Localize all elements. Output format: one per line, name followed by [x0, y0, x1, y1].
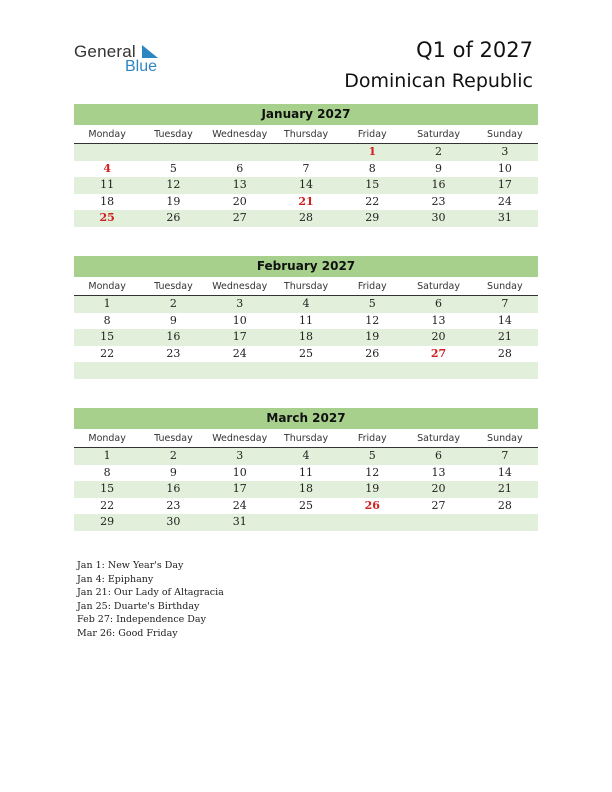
week-row [74, 465, 538, 482]
weekday-label: Sunday [487, 281, 523, 292]
day-cell: 25 [298, 346, 313, 360]
day-cell: 3 [236, 297, 244, 310]
day-cell: 19 [166, 194, 181, 208]
month-grid [74, 296, 538, 379]
day-cell: 21 [497, 330, 512, 343]
day-cell: 5 [368, 449, 376, 462]
weekday-label: Friday [357, 433, 387, 444]
weekday-label: Monday [88, 433, 126, 444]
empty-day-cell [207, 144, 273, 161]
day-cell: 30 [431, 211, 446, 224]
day-cell: 28 [298, 211, 313, 224]
day-cell: 13 [431, 465, 446, 479]
day-cell: 5 [169, 161, 177, 175]
day-cell: 15 [100, 330, 115, 343]
day-cell: 3 [236, 449, 244, 462]
week-row [74, 362, 538, 379]
weekday-label: Wednesday [212, 129, 268, 140]
day-cell: 2 [435, 145, 443, 158]
day-cell: 22 [100, 498, 115, 512]
empty-day-cell [74, 144, 140, 161]
weekday-label: Monday [88, 281, 126, 292]
empty-day-cell [472, 362, 538, 379]
day-cell: 11 [298, 465, 313, 479]
day-cell: 14 [497, 465, 512, 479]
holiday-item: Feb 27: Independence Day [77, 614, 206, 625]
month-title: February 2027 [74, 256, 538, 277]
weekday-label: Saturday [417, 129, 460, 140]
week-row [74, 161, 538, 178]
day-cell: 9 [435, 161, 443, 175]
day-cell: 26 [365, 346, 380, 360]
empty-day-cell [140, 144, 206, 161]
empty-day-cell [339, 514, 405, 531]
empty-day-cell [273, 144, 339, 161]
day-cell: 13 [431, 313, 446, 327]
logo-blue-text: Blue [125, 58, 158, 75]
holiday-item: Jan 1: New Year's Day [77, 560, 184, 571]
week-row [74, 210, 538, 227]
day-cell: 11 [100, 178, 115, 191]
weekday-label: Monday [88, 129, 126, 140]
week-row [74, 346, 538, 363]
day-cell: 6 [435, 297, 443, 310]
day-cell: 23 [431, 194, 446, 208]
day-cell: 31 [497, 211, 512, 224]
day-cell: 24 [232, 498, 247, 512]
day-cell: 16 [431, 178, 446, 191]
day-cell: 9 [169, 313, 177, 327]
weekday-label: Tuesday [154, 129, 193, 140]
day-cell: 22 [365, 194, 380, 208]
holiday-item: Jan 21: Our Lady of Altagracia [77, 587, 224, 598]
week-row [74, 448, 538, 465]
day-cell: 1 [103, 297, 111, 310]
day-cell: 29 [365, 211, 380, 224]
day-cell: 10 [497, 161, 512, 175]
day-cell: 26 [364, 498, 380, 512]
day-cell: 17 [232, 330, 247, 343]
week-row [74, 481, 538, 498]
day-cell: 28 [497, 498, 512, 512]
day-cell: 20 [431, 330, 446, 343]
day-cell: 26 [166, 211, 181, 224]
day-cell: 7 [302, 161, 310, 175]
day-cell: 18 [298, 330, 313, 343]
day-cell: 12 [365, 313, 380, 327]
day-cell: 12 [365, 465, 380, 479]
month-grid [74, 448, 538, 531]
logo [74, 42, 174, 76]
empty-day-cell [405, 514, 471, 531]
month-march [74, 408, 538, 531]
day-cell: 8 [103, 465, 111, 479]
month-title: January 2027 [74, 104, 538, 125]
day-cell: 4 [103, 161, 111, 175]
day-cell: 18 [100, 194, 115, 208]
day-cell: 9 [169, 465, 177, 479]
day-cell: 8 [103, 313, 111, 327]
empty-day-cell [339, 362, 405, 379]
day-cell: 17 [497, 178, 512, 191]
holiday-item: Jan 4: Epiphany [77, 573, 154, 585]
week-row [74, 177, 538, 194]
day-cell: 21 [497, 482, 512, 495]
week-row [74, 514, 538, 531]
day-cell: 10 [232, 465, 247, 479]
day-cell: 20 [232, 194, 247, 208]
day-cell: 3 [501, 145, 509, 158]
day-cell: 27 [232, 211, 247, 224]
day-cell: 28 [497, 346, 512, 360]
day-cell: 1 [368, 145, 377, 158]
day-cell: 23 [166, 346, 181, 360]
day-cell: 19 [365, 482, 380, 495]
weekday-label: Saturday [417, 281, 460, 292]
day-cell: 8 [368, 161, 376, 175]
day-cell: 1 [103, 449, 111, 462]
day-cell: 27 [430, 346, 447, 360]
day-cell: 2 [169, 297, 177, 310]
week-row [74, 296, 538, 313]
day-cell: 22 [100, 346, 115, 360]
day-cell: 7 [501, 297, 509, 310]
weekday-label: Friday [357, 281, 387, 292]
empty-day-cell [405, 362, 471, 379]
day-cell: 5 [368, 297, 376, 310]
day-cell: 23 [166, 498, 181, 512]
holiday-list [77, 559, 224, 640]
day-cell: 17 [232, 482, 247, 495]
day-cell: 6 [435, 449, 443, 462]
page-title: Q1 of 2027 [416, 38, 533, 62]
weekday-label: Wednesday [212, 433, 268, 444]
day-cell: 15 [100, 482, 115, 495]
weekday-label: Friday [357, 129, 387, 140]
empty-day-cell [74, 362, 140, 379]
empty-day-cell [472, 514, 538, 531]
month-february [74, 256, 538, 379]
day-cell: 15 [365, 178, 380, 191]
month-grid [74, 144, 538, 227]
weekday-header-row [74, 278, 538, 296]
weekday-label: Sunday [487, 433, 523, 444]
empty-day-cell [273, 362, 339, 379]
week-row [74, 313, 538, 330]
day-cell: 6 [236, 161, 244, 175]
week-row [74, 498, 538, 515]
holiday-item: Mar 26: Good Friday [77, 627, 178, 639]
day-cell: 27 [431, 498, 446, 512]
weekday-label: Sunday [487, 129, 523, 140]
empty-day-cell [273, 514, 339, 531]
day-cell: 20 [431, 482, 446, 495]
day-cell: 29 [100, 515, 115, 528]
weekday-label: Thursday [283, 129, 329, 140]
holiday-item: Jan 25: Duarte's Birthday [77, 600, 200, 612]
day-cell: 4 [302, 297, 310, 310]
day-cell: 31 [232, 515, 247, 528]
weekday-header-row [74, 126, 538, 144]
week-row [74, 144, 538, 161]
weekday-label: Saturday [417, 433, 460, 444]
day-cell: 12 [166, 178, 181, 191]
week-row [74, 329, 538, 346]
day-cell: 25 [298, 498, 313, 512]
day-cell: 19 [365, 330, 380, 343]
weekday-label: Thursday [283, 281, 329, 292]
weekday-label: Wednesday [212, 281, 268, 292]
day-cell: 16 [166, 482, 181, 495]
weekday-header-row [74, 430, 538, 448]
day-cell: 14 [497, 313, 512, 327]
weekday-label: Tuesday [154, 433, 193, 444]
day-cell: 7 [501, 449, 509, 462]
day-cell: 11 [298, 313, 313, 327]
empty-day-cell [207, 362, 273, 379]
week-row [74, 194, 538, 211]
weekday-label: Thursday [283, 433, 329, 444]
empty-day-cell [140, 362, 206, 379]
day-cell: 4 [302, 449, 310, 462]
logo-general-text: General [74, 42, 136, 61]
day-cell: 10 [232, 313, 247, 327]
day-cell: 13 [232, 178, 247, 191]
weekday-label: Tuesday [154, 281, 193, 292]
day-cell: 2 [169, 449, 177, 462]
month-title: March 2027 [74, 408, 538, 429]
day-cell: 16 [166, 330, 181, 343]
day-cell: 25 [99, 211, 115, 224]
day-cell: 21 [298, 194, 314, 208]
country-subtitle: Dominican Republic [344, 70, 533, 92]
day-cell: 18 [298, 482, 313, 495]
day-cell: 24 [232, 346, 247, 360]
day-cell: 14 [298, 178, 313, 191]
day-cell: 24 [497, 194, 512, 208]
month-january [74, 104, 538, 227]
day-cell: 30 [166, 515, 181, 528]
